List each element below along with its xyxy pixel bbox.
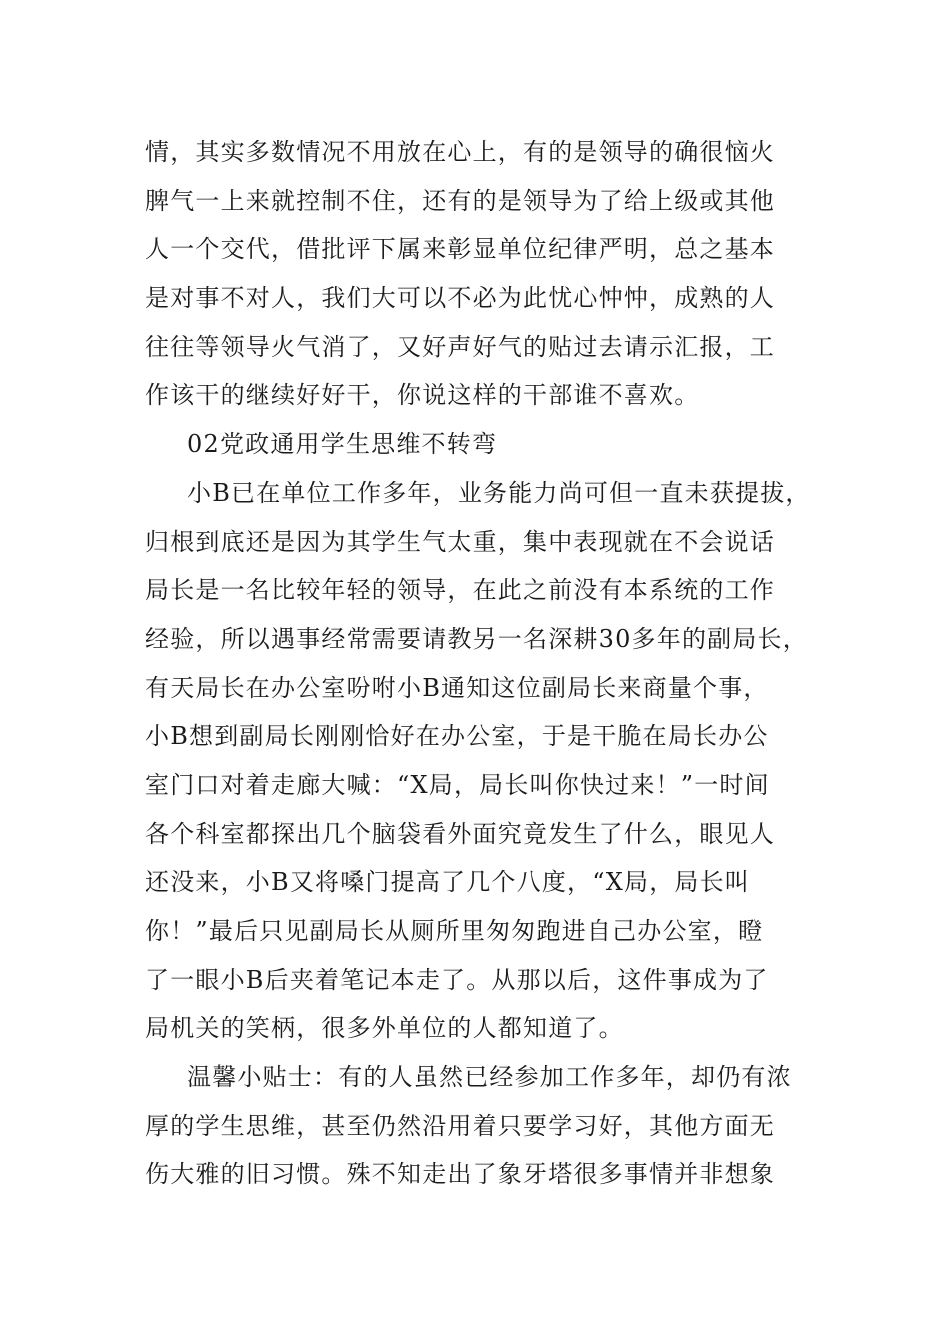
text-line: 了一眼小B后夹着笔记本走了。从那以后，这件事成为了	[145, 965, 769, 994]
text-line: 小B已在单位工作多年，业务能力尚可但一直未获提拔，	[187, 478, 811, 507]
text-line: 人一个交代，借批评下属来彰显单位纪律严明，总之基本	[145, 235, 775, 264]
text-line: 情，其实多数情况不用放在心上，有的是领导的确很恼火	[145, 138, 775, 166]
text-line: 室门口对着走廊大喊：“X局，局长叫你快过来！”一时间	[145, 770, 770, 799]
text-line: 有天局长在办公室吩咐小B通知这位副局长来商量个事，	[145, 673, 769, 702]
text-line: 厚的学生思维，甚至仍然沿用着只要学习好，其他方面无	[145, 1111, 775, 1140]
text-line: 作该干的继续好好干，你说这样的干部谁不喜欢。	[145, 381, 700, 410]
text-line: 是对事不对人，我们大可以不必为此忧心忡忡，成熟的人	[145, 284, 775, 313]
tip-paragraph-start: 温馨小贴士：有的人虽然已经参加工作多年，却仍有浓	[187, 1063, 792, 1092]
text-line: 局机关的笑柄，很多外单位的人都知道了。	[145, 1014, 624, 1043]
text-line: 归根到底还是因为其学生气太重，集中表现就在不会说话	[145, 527, 775, 556]
section-heading: 02党政通用学生思维不转弯	[187, 430, 498, 459]
text-line: 小B想到副局长刚刚恰好在办公室，于是干脆在局长办公	[145, 722, 769, 751]
text-line: 局长是一名比较年轻的领导，在此之前没有本系统的工作	[145, 576, 775, 605]
text-line: 脾气一上来就控制不住，还有的是领导为了给上级或其他	[145, 186, 775, 215]
text-line: 伤大雅的旧习惯。殊不知走出了象牙塔很多事情并非想象	[145, 1160, 775, 1189]
text-line: 还没来，小B又将嗓门提高了几个八度，“X局，局长叫	[145, 868, 750, 897]
text-line: 各个科室都探出几个脑袋看外面究竟发生了什么，眼见人	[145, 819, 775, 848]
text-line: 往往等领导火气消了，又好声好气的贴过去请示汇报，工	[145, 332, 775, 361]
text-line: 经验，所以遇事经常需要请教另一名深耕30多年的副局长，	[145, 624, 808, 653]
text-line: 你！”最后只见副局长从厕所里匆匆跑进自己办公室，瞪	[145, 917, 764, 945]
body-text	[145, 128, 835, 1199]
